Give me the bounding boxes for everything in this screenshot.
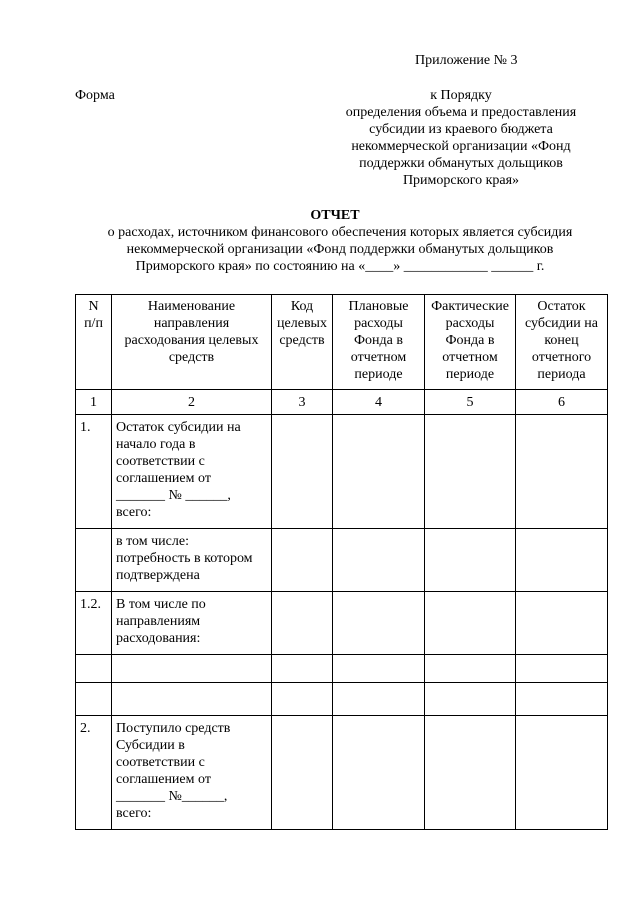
column-header-remaining-balance: Остаток субсидии на конец отчетного периода [516,295,608,390]
row-number: 1. [76,415,112,529]
column-header-expense-direction: Наименование направления расходования целевых средств [112,295,272,390]
table-cell [425,529,516,592]
table-cell [272,529,333,592]
form-label: Форма [75,88,115,103]
table-row [76,529,608,592]
order-reference [320,87,602,189]
order-line: субсидии из краевого бюджета [369,122,553,137]
table-cell [425,655,516,683]
table-cell [333,655,425,683]
column-header-code: Код целевых средств [272,295,333,390]
column-header-planned-expenses: Плановые расходы Фонда в отчетном периоде [333,295,425,390]
column-number: 5 [425,390,516,415]
row-description [112,683,272,716]
table-row [76,716,608,830]
table-cell [333,683,425,716]
table-cell [272,683,333,716]
order-line: определения объема и предоставления [345,105,577,120]
table-cell [516,716,608,830]
report-subtitle [70,224,610,275]
table-cell [272,655,333,683]
column-header-number: N п/п [76,295,112,390]
report-title: ОТЧЕТ [310,208,360,223]
table-row [76,592,608,655]
table-cell [516,592,608,655]
table-cell [516,655,608,683]
subtitle-line: некоммерческой организации «Фонд поддержки обманутых дольщиков [126,242,554,257]
row-description [112,655,272,683]
column-number: 2 [112,390,272,415]
table-header-row [76,295,608,390]
table-cell [516,529,608,592]
table-row [76,415,608,529]
appendix-number: Приложение № 3 [415,53,518,68]
table-cell [333,716,425,830]
table-cell [425,415,516,529]
table-cell [272,592,333,655]
column-header-actual-expenses: Фактические расходы Фонда в отчетном периоде [425,295,516,390]
row-number: 2. [76,716,112,830]
row-number [76,655,112,683]
subtitle-line: Приморского края» по состоянию на «____» ____________ ______ г. [135,259,545,274]
column-number: 1 [76,390,112,415]
row-description: В том числе по направлениям расходования: [112,592,272,655]
table-cell [516,683,608,716]
order-line: поддержки обманутых дольщиков [359,156,563,171]
row-description: Поступило средств Субсидии в соответствии с соглашением от _______ №______, всего: [112,716,272,830]
row-number: 1.2. [76,592,112,655]
column-number: 6 [516,390,608,415]
table-cell [333,529,425,592]
table-cell [333,415,425,529]
table-cell [516,415,608,529]
order-line: некоммерческой организации «Фонд [351,139,571,154]
row-number [76,683,112,716]
order-line: Приморского края» [402,173,520,188]
table-cell [425,716,516,830]
row-description: в том числе: потребность в котором подтверждена [112,529,272,592]
table-cell [425,592,516,655]
column-number: 4 [333,390,425,415]
row-number [76,529,112,592]
table-cell [333,592,425,655]
subtitle-line: о расходах, источником финансового обеспечения которых является субсидия [107,225,573,240]
row-description: Остаток субсидии на начало года в соответствии с соглашением от _______ № ______, всего: [112,415,272,529]
column-number-row [76,390,608,415]
table-cell [425,683,516,716]
column-number: 3 [272,390,333,415]
table-row [76,655,608,683]
order-line: к Порядку [430,88,492,103]
table-cell [272,716,333,830]
report-table [75,294,608,830]
table-row [76,683,608,716]
table-cell [272,415,333,529]
